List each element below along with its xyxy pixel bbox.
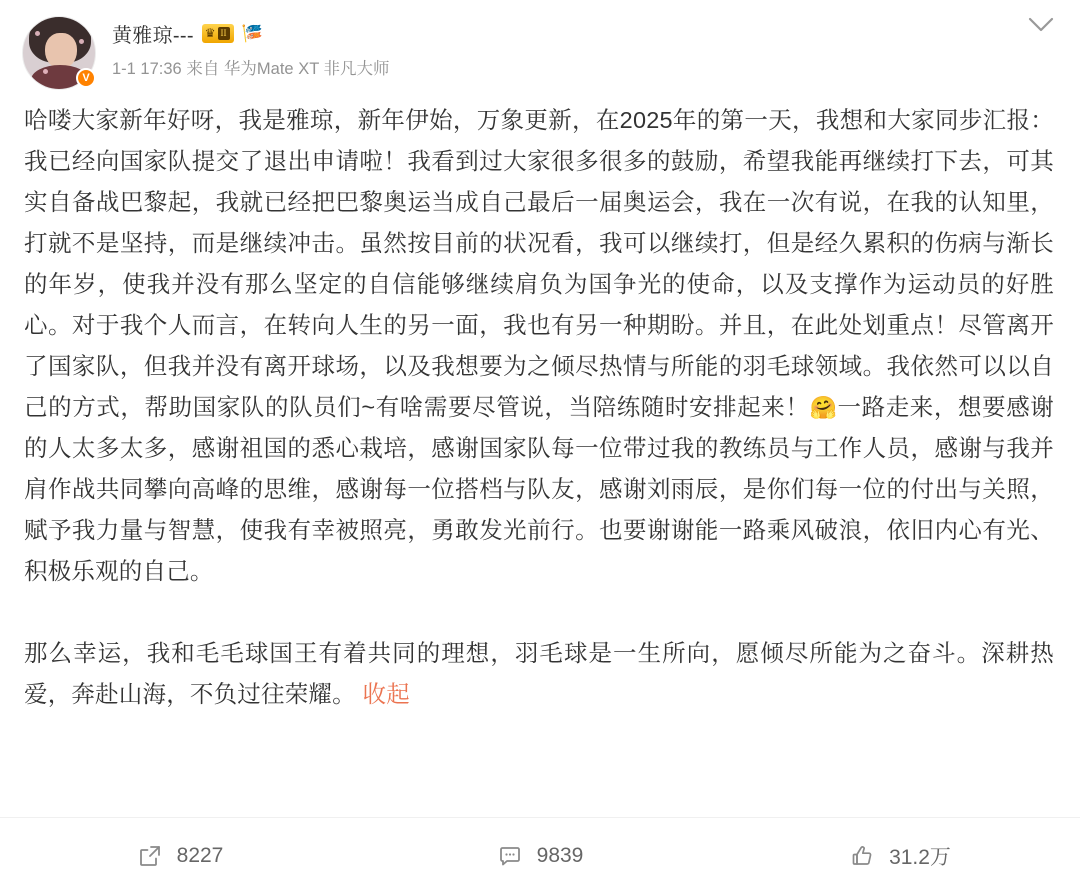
hot-topic-icon[interactable]: 🎏 (241, 23, 263, 43)
chevron-down-icon[interactable] (1024, 8, 1058, 42)
comment-count: 9839 (536, 843, 584, 867)
avatar-sparkle (79, 39, 84, 44)
post-time: 1-1 17:36 (112, 60, 182, 78)
thumbs-up-icon (849, 843, 875, 869)
repost-icon (137, 843, 163, 869)
post-paragraph-1-text: 哈喽大家新年好呀，我是雅琼，新年伊始，万象更新，在2025年的第一天，我想和大家同步汇报：我已经向国家队提交了退出申请啦！我看到过大家很多很多的鼓励，希望我能再继续打下去，可其实自备战巴黎起，我就已经把巴黎奥运当成自己最后一届奥运会，我在一次有说，在我的认知里，打就不是坚持，而是继续冲击。虽然按目前的状况看，我可以继续打，但是经久累积的伤病与渐长的年岁，使我并没有那么坚定的自信能够继续肩负为国争光的使命，以及支撑作为运动员的好胜心。对于我个人而言，在转向人生的另一面，我也有另一种期盼。并且，在此处划重点！尽管离开了国家队，但我并没有离开球场，以及我想要为之倾尽热情与所能的羽毛球领域。我依然可以以自己的方式，帮助国家队的队员们~有啥需要尽管说，当陪练随时安排起来！ (24, 107, 1054, 420)
author-info (112, 14, 1056, 79)
repost-count: 8227 (176, 843, 224, 867)
comment-button[interactable] (360, 818, 720, 893)
comment-icon (497, 843, 523, 869)
author-name-row (112, 18, 1056, 48)
post-paragraph-2 (24, 633, 1054, 715)
avatar-sparkle (43, 69, 48, 74)
paragraph-spacer (24, 592, 1054, 633)
avatar-sparkle (35, 31, 40, 36)
avatar-face (45, 33, 77, 69)
vip-level-label: II (218, 27, 230, 40)
crown-icon[interactable] (202, 24, 234, 43)
post-paragraph-1-tail: 一路走来，想要感谢的人太多太多，感谢祖国的悉心栽培，感谢国家队每一位带过我的教练员与工作人员，感谢与我并肩作战共同攀向高峰的思维，感谢每一位搭档与队友，感谢刘雨辰，是你们每一位的付出与关照，赋予我力量与智慧，使我有幸被照亮，勇敢发光前行。也要谢谢能一路乘风破浪，依旧内心有光、积极乐观的自己。 (24, 394, 1054, 584)
source-prefix: 来自 (186, 60, 220, 78)
post-meta (112, 55, 1056, 79)
post-source[interactable]: 华为Mate XT 非凡大师 (223, 60, 390, 78)
avatar[interactable] (22, 16, 96, 90)
post-content (0, 90, 1080, 715)
author-name[interactable]: 黄雅琼--- (112, 24, 194, 47)
crown-glyph: ♛ (204, 26, 216, 40)
like-button[interactable] (720, 818, 1080, 893)
post-header (0, 0, 1080, 90)
repost-button[interactable] (0, 818, 360, 893)
verified-badge-icon: V (76, 68, 96, 88)
post-actions-bar (0, 817, 1080, 893)
post-paragraph-2-text: 那么幸运，我和毛毛球国王有着共同的理想，羽毛球是一生所向，愿倾尽所能为之奋斗。深耕热爱，奔赴山海，不负过往荣耀。 (24, 640, 1054, 707)
hug-emoji-icon: 🤗 (809, 395, 838, 420)
like-count: 31.2万 (889, 845, 951, 869)
collapse-text-link[interactable]: 收起 (362, 681, 410, 707)
post-paragraph-1 (24, 100, 1054, 592)
